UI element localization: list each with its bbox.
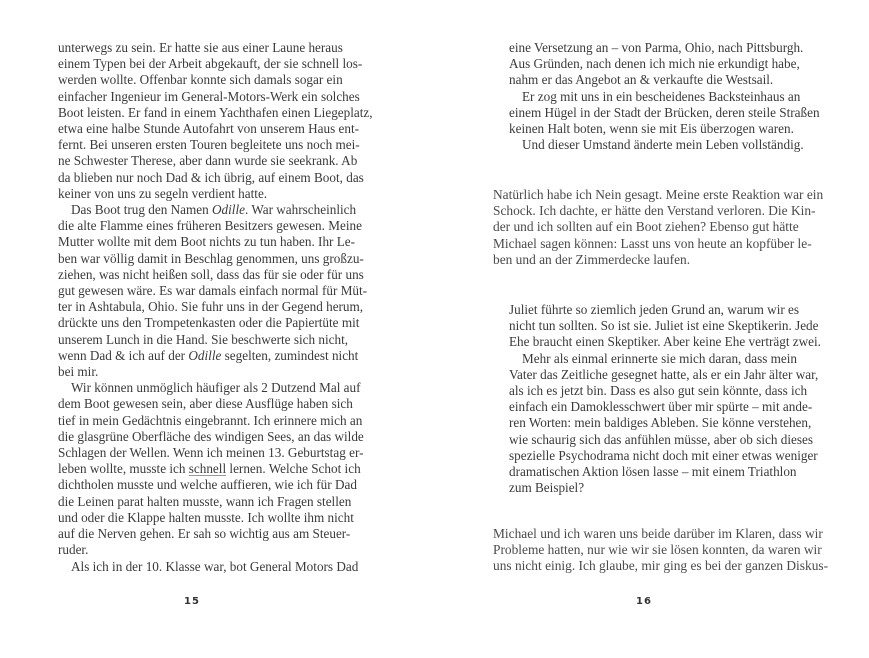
text-line: drückte uns den Trompetenkasten oder die Papiertüte mit xyxy=(58,315,360,331)
text-line xyxy=(58,461,361,477)
text-line: der und ich sollten auf ein Boot ziehen? Ebenso gut hätte xyxy=(493,219,799,235)
left-page-body xyxy=(58,40,373,575)
text-line: da blieben nur noch Dad & ich übrig, auf einem Boot, das xyxy=(58,169,364,185)
text-line: Boot leisten. Er fand in einem Yachthafen einen Liegeplatz, xyxy=(58,104,373,120)
text-line: Schlagen der Wellen. Wenn ich meinen 13. Geburtstag er- xyxy=(58,445,364,461)
text-line: keiner von uns zu segeln verdient hatte. xyxy=(58,185,268,201)
text-line: Aus Gründen, nach denen ich mich nie erkundigt habe, xyxy=(509,56,800,72)
text-line: keinen Halt boten, wenn sie mit Eis überzogen waren. xyxy=(509,121,794,137)
text-line: Ehe braucht einen Skeptiker. Aber keine Ehe verträgt zwei. xyxy=(509,334,821,350)
text-line: ben und an der Zimmerdecke laufen. xyxy=(493,251,691,267)
right-page-section-4 xyxy=(493,526,829,575)
text-line: Mehr als einmal erinnerte sie mich daran, dass mein xyxy=(522,350,798,366)
text-line: Vater das Zeitliche gesegnet hatte, als er ein Jahr älter war, xyxy=(509,366,819,382)
text-line: ne Schwester Therese, aber dann wurde sie seekrank. Ab xyxy=(58,153,358,169)
text-line: Juliet führte so ziemlich jeden Grund an, warum wir es xyxy=(509,302,800,317)
text-line: etwa eine halbe Stunde Autofahrt von unserem Haus ent- xyxy=(58,121,360,137)
text-line: dramatischen Aktion lösen lasse – mit einem Triathlon xyxy=(509,464,797,480)
text-line: dichtholen musste und welche auffieren, wie ich für Dad xyxy=(58,477,357,493)
right-page-section-3 xyxy=(509,302,821,496)
page-number-left: 15 xyxy=(184,596,200,607)
text-line: gut gewesen wäre. Es war damals einfach normal für Müt- xyxy=(58,283,368,299)
text-line: unserem Lunch in die Hand. Sie beschwerte sich nicht, xyxy=(58,331,349,347)
text-line: als ich es jetzt bin. Dass es also gut sein könnte, dass ich xyxy=(509,383,808,399)
text-segment: Das Boot trug den Namen xyxy=(71,202,213,218)
text-line: Michael und ich waren uns beide darüber im Klaren, dass wir xyxy=(493,526,823,541)
text-line: ren Worten: mein baldiges Ableben. Sie könne verstehen, xyxy=(509,415,812,431)
text-segment: wenn Dad & ich auf der xyxy=(58,347,189,363)
text-line xyxy=(58,347,359,364)
text-segment: segelten, zumindest nicht xyxy=(221,347,359,363)
page-number-right: 16 xyxy=(636,596,652,607)
text-line: einfacher Ingenieur im General-Motors-Werk ein solches xyxy=(58,88,360,104)
text-line: nahm er das Angebot an & verkaufte die Westsail. xyxy=(509,72,774,88)
text-line: ziehen, was nicht heißen soll, dass das für sie oder für uns xyxy=(58,266,364,282)
text-line: Probleme hatten, nur wie wir sie lösen konnten, da waren wir xyxy=(493,542,822,558)
text-line: und oder die Klappe halten musste. Ich wollte ihm nicht xyxy=(58,509,354,525)
text-line: wie schaurig sich das anfühlen müsse, aber ob sich dieses xyxy=(509,431,813,447)
text-line: ruder. xyxy=(58,542,89,558)
text-line: dem Boot gewesen sein, aber diese Ausflüge haben sich xyxy=(58,396,353,412)
text-line: spezielle Psychodrama nicht doch mit einer etwas weniger xyxy=(509,447,818,463)
text-line: bei mir. xyxy=(58,364,99,380)
text-line: nicht tun sollten. So ist sie. Juliet ist eine Skeptikerin. Jede xyxy=(509,318,819,334)
italic-boat-name: Odille xyxy=(212,202,245,218)
text-line: werden wollte. Offenbar konnte sich damals sogar ein xyxy=(58,72,343,88)
text-line: auf die Nerven gehen. Er sah so wichtig aus am Steuer- xyxy=(58,526,351,542)
left-page xyxy=(0,0,434,658)
right-page-section-2 xyxy=(493,187,824,268)
text-line: die glasgrüne Oberfläche des windigen Sees, an das wilde xyxy=(58,428,364,444)
text-line: Und dieser Umstand änderte mein Leben vollständig. xyxy=(522,137,804,153)
text-line xyxy=(58,202,357,218)
text-segment: leben wollte, musste ich xyxy=(58,461,189,477)
text-segment: lernen. Welche Schot ich xyxy=(226,461,361,477)
text-line: Als ich in der 10. Klasse war, bot General Motors Dad xyxy=(71,558,359,574)
text-line: unterwegs zu sein. Er hatte sie aus einer Laune heraus xyxy=(58,40,343,55)
text-line: Wir können unmöglich häufiger als 2 Dutzend Mal auf xyxy=(71,380,361,396)
text-segment: . War wahrscheinlich xyxy=(244,202,357,218)
italic-boat-name: Odille xyxy=(188,347,222,363)
text-line: tief in mein Gedächtnis eingebrannt. Ich erinnere mich an xyxy=(58,412,363,428)
text-line: Er zog mit uns in ein bescheidenes Backsteinhaus an xyxy=(522,88,801,104)
text-line: einfach ein Damoklesschwert über mir spürte – mit ande- xyxy=(509,399,813,415)
text-line: fernt. Bei unseren ersten Touren begleitete uns noch mei- xyxy=(58,137,360,153)
text-line: eine Versetzung an – von Parma, Ohio, nach Pittsburgh. xyxy=(509,40,804,55)
text-line: Natürlich habe ich Nein gesagt. Meine erste Reaktion war ein xyxy=(493,187,824,202)
text-line: uns nicht einig. Ich glaube, mir ging es bei der ganzen Diskus- xyxy=(493,558,829,574)
text-line: Schock. Ich dachte, er hätte den Verstand verloren. Die Kin- xyxy=(493,203,816,219)
text-line: Michael sagen können: Lasst uns von heute an kopfüber le- xyxy=(493,235,812,251)
text-line: einem Hügel in der Stadt der Brücken, deren steile Straßen xyxy=(509,104,820,120)
text-line: die alte Flamme eines früheren Besitzers gewesen. Meine xyxy=(58,218,362,234)
underlined-word: schnell xyxy=(188,461,227,477)
text-line: ben war völlig damit in Beschlag genommen, uns großzu- xyxy=(58,250,364,266)
text-line: einem Typen bei der Arbeit abgekauft, der sie schnell los- xyxy=(58,56,363,72)
text-line: ter in Ashtabula, Ohio. Sie fuhr uns in der Gegend herum, xyxy=(58,299,364,315)
text-line: zum Beispiel? xyxy=(509,480,585,496)
right-page-section-1 xyxy=(509,40,820,153)
text-line: Mutter wollte mit dem Boot nichts zu tun haben. Ihr Le- xyxy=(58,234,356,250)
right-page xyxy=(435,0,869,658)
text-line: die Leinen parat halten musste, wann ich Fragen stellen xyxy=(58,493,352,509)
